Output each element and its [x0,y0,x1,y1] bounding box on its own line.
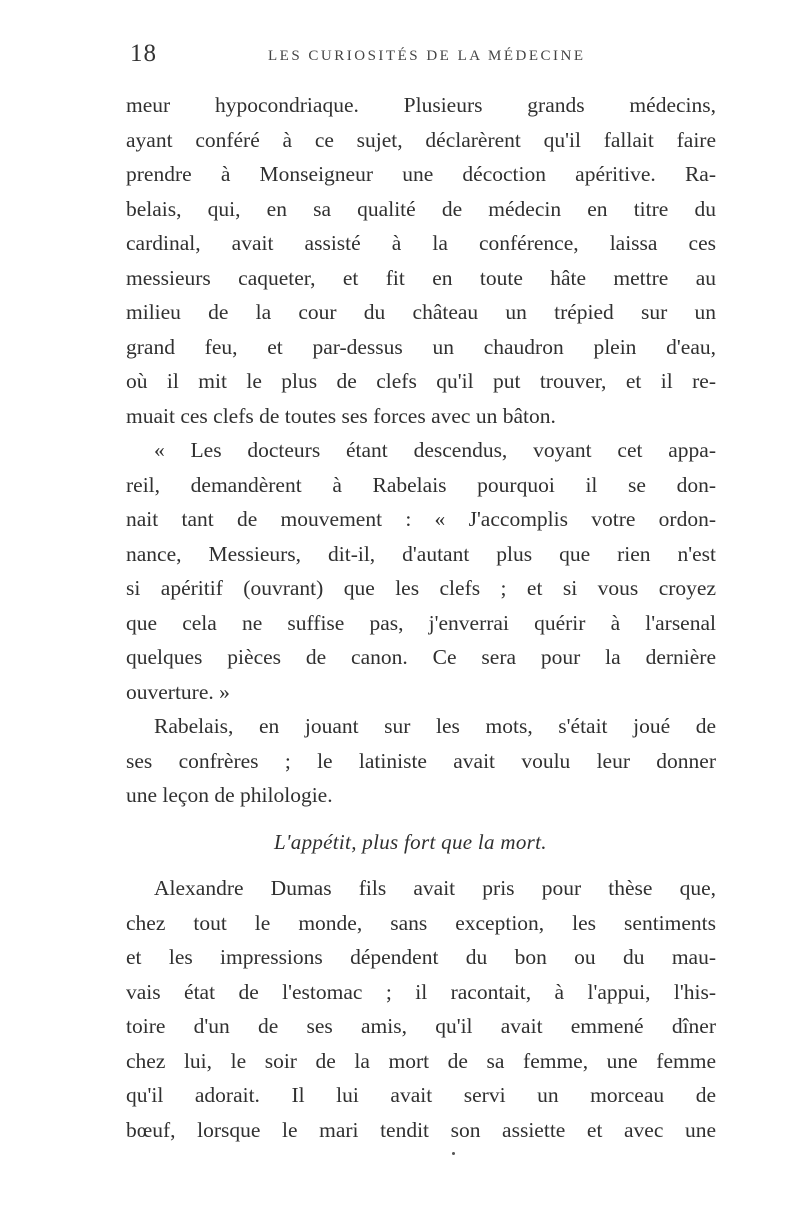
text-line: quelques pièces de canon. Ce sera pour la dernière [126,645,716,669]
section-title: L'appétit, plus fort que la mort. [274,829,547,854]
text-line: milieu de la cour du château un trépied sur un [126,300,716,324]
text-line: meur hypocondriaque. Plusieurs grands médecins, [126,93,716,117]
paragraph-docteurs [126,433,716,709]
text-line: reil, demandèrent à Rabelais pourquoi il se don- [126,472,716,497]
text-line: Rabelais, en jouant sur les mots, s'était joué de [154,714,716,738]
text-line: nance, Messieurs, dit-il, d'autant plus que rien n'est [126,541,716,566]
text-line: grand feu, et par-dessus un chaudron plein d'eau, [126,334,716,359]
text-line: cardinal, avait assisté à la conférence, laissa ces [126,231,716,255]
text-line: chez tout le monde, sans exception, les sentiments [126,910,716,935]
paragraph-dumas [126,871,716,1147]
text-line: vais état de l'estomac ; il racontait, à l'appui, l'his- [126,979,716,1004]
page-number: 18 [130,40,157,67]
paragraph-rabelais-cardinal [126,88,716,433]
text-line: que cela ne suffise pas, j'enverrai quérir à l'arsenal [126,610,716,635]
text-line: chez lui, le soir de la mort de sa femme, une femme [126,1048,716,1073]
text-line: Alexandre Dumas fils avait pris pour thèse que, [154,876,716,900]
text-line: ouverture. » [126,679,230,704]
text-line: muait ces clefs de toutes ses forces avec un bâton. [126,403,556,428]
text-line: et les impressions dépendent du bon ou du mau- [126,945,716,969]
running-title: LES CURIOSITÉS DE LA MÉDECINE [268,48,586,64]
text-line: bœuf, lorsque le mari tendit son assiette et avec une [126,1117,716,1142]
paragraph-latiniste [126,709,716,813]
text-line: nait tant de mouvement : « J'accomplis votre ordon- [126,507,716,531]
text-line: qu'il adorait. Il lui avait servi un morceau de [126,1083,716,1107]
text-line: messieurs caqueter, et fit en toute hâte mettre au [126,265,716,290]
text-line: une leçon de philologie. [126,783,333,807]
section-spacer [126,813,716,825]
text-line: « Les docteurs étant descendus, voyant cet appa- [154,438,716,462]
text-line: toire d'un de ses amis, qu'il avait emmené dîner [126,1014,716,1038]
text-line: où il mit le plus de clefs qu'il put trouver, et il re- [126,369,716,393]
text-line: belais, qui, en sa qualité de médecin en titre du [126,196,716,221]
printer-mark [452,1152,455,1155]
text-line: ayant conféré à ce sujet, déclarèrent qu'il fallait faire [126,127,716,152]
text-line: si apéritif (ouvrant) que les clefs ; et si vous croyez [126,576,716,600]
text-line: ses confrères ; le latiniste avait voulu leur donner [126,748,716,773]
section-spacer [126,859,716,871]
text-line: prendre à Monseigneur une décoction apéritive. Ra- [126,162,716,186]
page-body [126,88,716,1147]
page-header [130,40,710,76]
